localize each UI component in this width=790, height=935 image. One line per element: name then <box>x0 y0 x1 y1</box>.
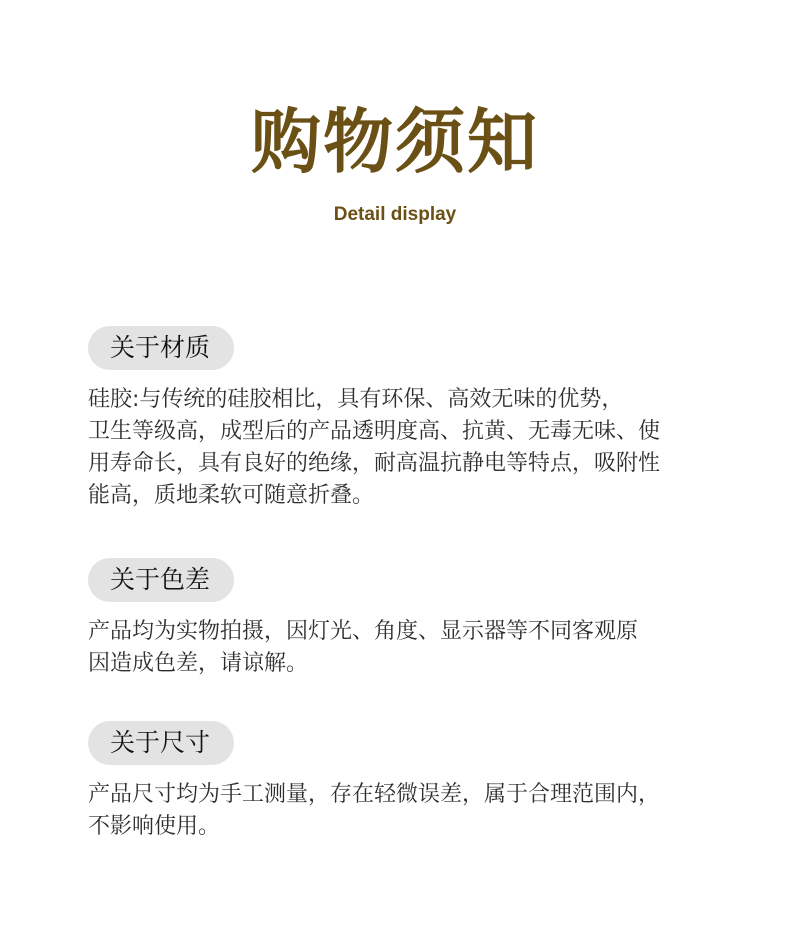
section-color-difference <box>88 558 728 680</box>
page-subtitle: Detail display <box>333 204 457 225</box>
section-heading-size: 关于尺寸 <box>88 721 234 765</box>
section-heading-material: 关于材质 <box>88 326 234 370</box>
page-title: 购物须知 <box>251 101 539 183</box>
section-body-size: 产品尺寸均为手工测量，存在轻微误差，属于合理范围内， 不影响使用。 <box>88 782 661 839</box>
section-body-color-difference: 产品均为实物拍摄，因灯光、角度、显示器等不同客观原 因造成色差，请谅解。 <box>88 619 639 676</box>
section-size <box>88 721 728 843</box>
section-material <box>88 326 728 512</box>
section-heading-color-difference: 关于色差 <box>88 558 234 602</box>
section-body-material: 硅胶:与传统的硅胶相比，具有环保、高效无味的优势， 卫生等级高，成型后的产品透明度高、抗黄、无毒无味、使 用寿命长，具有良好的绝缘，耐高温抗静电等特点，吸附性 能高，质地柔软可随意折叠。 <box>88 387 661 508</box>
